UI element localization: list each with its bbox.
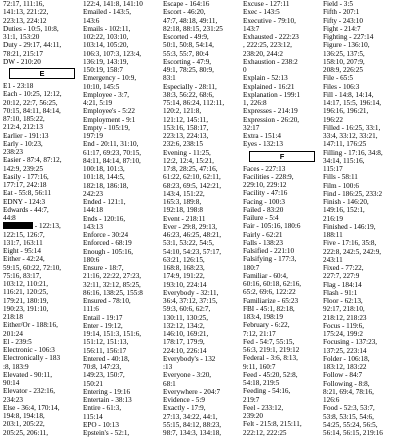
- index-entry-line: 9:11, 160:7: [243, 362, 276, 371]
- index-entry-line: Felt - 215:8, 215:11,: [243, 420, 302, 429]
- index-entry-line: Emergency - 10:9,: [83, 74, 137, 83]
- index-entry-line: Exhausted - 222:23: [243, 33, 299, 41]
- index-entry-line: Flag - 184:14: [323, 280, 362, 289]
- index-entry-line: Escorted - 49:9,: [163, 33, 209, 41]
- index-entry-line: 212:4, 212:13: [3, 123, 43, 132]
- index-entry-line: Explain - 52:13: [243, 74, 288, 83]
- index-entry-line: Facing - 100:3: [243, 197, 285, 206]
- index-entry-line: Fair - 105:16, 180:6: [243, 222, 301, 231]
- index-entry-line: Exhaustion - 238:2: [243, 57, 298, 66]
- index-entry-line: 178:17, 179:9,: [163, 338, 205, 347]
- index-entry-line: Facilities - 228:9,: [243, 172, 294, 181]
- index-entry-line: 141:13, 221:22,: [3, 8, 49, 17]
- index-entry-line: Employment - 9:1: [83, 115, 136, 124]
- index-entry-line: 21:16, 22:22, 27:23,: [83, 272, 142, 281]
- index-entry-line: Figure - 136:10,: [323, 41, 370, 50]
- index-entry-line: Fed - 54:7, 55:15,: [243, 337, 295, 346]
- index-entry-line: 75:14, 86:24, 112:11,: [163, 99, 225, 107]
- index-column-4: [240, 0, 320, 437]
- index-entry-line: Fill - 14:8, 14:14,: [323, 90, 374, 99]
- index-entry-line: 193:10, 224:14: [163, 280, 207, 289]
- index-entry-line: 55:3, 55:7, 80:4: [163, 49, 209, 58]
- index-entry-line: Emailed - 143:5,: [83, 8, 132, 17]
- index-entry-line: 149:23, 150:7,: [83, 371, 125, 380]
- index-entry-line: 238:20, 244:2: [243, 49, 283, 58]
- index-entry-line: Follow - 84:7: [323, 371, 363, 380]
- index-entry-line: Employee - 3:7,: [83, 90, 130, 99]
- index-entry-line: 56:3, 219:1, 219:12: [243, 346, 300, 354]
- index-entry-line: Evidence - 5:9: [163, 396, 205, 404]
- index-entry-line: 102:22, 103:10,: [83, 33, 129, 41]
- index-entry-line: Empty - 105:19,: [83, 123, 130, 132]
- index-entry-line: Fifth - 207:1: [323, 8, 360, 17]
- index-entry-line: 234:23: [3, 395, 23, 404]
- index-entry-line: Falsifying - 177:3,: [243, 255, 297, 264]
- index-entry-line: 196:16, 196:21,: [323, 107, 369, 116]
- index-entry-line: Electronically - 183: [3, 354, 61, 363]
- index-entry-line: 216:19: [323, 214, 343, 223]
- index-entry-line: 219:7: [243, 395, 260, 404]
- index-entry-line: 60:16, 60:18, 62:16,: [243, 280, 302, 288]
- index-entry-line: Employee's - 5:22: [83, 107, 135, 116]
- index-entry-line: 86:16, 138:25, 155:8: [83, 288, 143, 297]
- index-entry-line: 70:15, 84:11, 84:14,: [3, 106, 61, 115]
- index-entry-line: 153:16, 158:17,: [163, 123, 209, 132]
- index-entry-line: 239:20: [243, 412, 263, 420]
- index-entry-line: Either/Or - 188:16,: [3, 321, 58, 330]
- index-entry-line: 190:23, 191:10,: [3, 304, 49, 313]
- index-entry-line: Food - 52:3, 53:7,: [323, 404, 375, 413]
- index-entry-line: 203:1, 205:22,: [3, 420, 45, 429]
- index-entry-line: 84:11, 84:14, 87:10,: [83, 156, 141, 165]
- index-entry-line: February - 6:22,: [243, 321, 290, 330]
- index-entry-line: 1, 226:8: [243, 99, 267, 107]
- index-entry-line: 146:10, 169:21,: [163, 330, 209, 338]
- index-entry-line: Enforce - 30:24: [83, 231, 129, 239]
- index-entry-line: Everyone - 3:20,: [163, 371, 212, 380]
- index-entry-line: 56:14, 56:15, 219:16: [323, 429, 383, 437]
- index-entry-line: 46:23, 46:25, 48:21,: [163, 231, 222, 239]
- index-entry-line: 82:18, 88:15, 231:25: [163, 24, 223, 33]
- index-entry-line: 55:15, 84:12, 88:23,: [163, 420, 222, 429]
- index-entry-line: El - 239:5: [3, 337, 32, 346]
- index-entry-line: Find - 186:25, 233:2: [323, 189, 383, 198]
- index-entry-line: Filled - 16:25, 33:1,: [323, 123, 381, 132]
- index-entry-line: Early - 10:23,: [3, 139, 43, 148]
- index-entry-line: Explained - 16:21: [243, 82, 295, 91]
- index-entry-line: 101:18, 144:5,: [83, 173, 125, 182]
- index-entry-line: Ended - 121:1,: [83, 198, 126, 206]
- index-entry-line: 143:7: [243, 24, 260, 33]
- index-entry-line: 147:11, 176:25: [323, 140, 367, 149]
- index-entry-line: DW - 210:20: [3, 57, 41, 66]
- index-entry-line: 175:24, 199:2: [323, 330, 363, 338]
- index-entry-line: Familiarize - 65:23: [243, 296, 299, 305]
- index-entry-line: 218:12, 218:23: [323, 313, 367, 322]
- index-entry-line: 131:7, 163:11: [3, 238, 43, 247]
- index-entry-line: 90:14: [3, 379, 20, 387]
- index-entry-line: 242:23: [83, 189, 103, 198]
- index-entry-line: Epstein's - 52:1,: [83, 429, 130, 437]
- index-entry-line: 142:9, 239:25: [3, 164, 43, 173]
- section-letter-header: F: [249, 151, 315, 162]
- index-entry-line: 224:10, 226:14: [163, 346, 207, 355]
- index-entry-line: 38:3, 56:22, 68:6,: [163, 90, 214, 99]
- index-entry-line: 183:12, 183:22: [323, 363, 367, 371]
- index-entry-line: Exactly - 17:9,: [163, 404, 206, 413]
- index-entry-line: , 222:25, 223:12,: [243, 41, 292, 50]
- index-entry-line: 136:25, 137:5,: [323, 49, 365, 58]
- index-entry-line: Expresses - 214:19: [243, 107, 298, 116]
- index-column-2: [80, 0, 160, 437]
- index-entry-line: 83:1: [163, 74, 176, 83]
- index-entry-line: Escort - 46:20,: [163, 8, 206, 17]
- index-entry-line: Emails - 102:11,: [83, 24, 131, 33]
- index-column-1: [0, 0, 80, 437]
- index-entry-line: 31:1, 153:20: [3, 33, 40, 41]
- index-entry-line: Evening - 11:25,: [163, 148, 211, 157]
- index-entry-line: 59:15, 60:22, 72:10,: [3, 263, 62, 272]
- index-entry-line: 222:8, 242:5, 242:9,: [323, 247, 382, 256]
- index-entry-line: 63:21, 126:15,: [163, 255, 205, 264]
- index-entry-line: Elevated - 90:11,: [3, 370, 53, 379]
- index-entry-line: 100:18, 101:3,: [83, 165, 125, 173]
- index-entry-line: Entire - 61:3,: [83, 404, 122, 413]
- index-entry-line: Especially - 28:11,: [163, 82, 217, 91]
- index-entry-line: 179:21, 180:19,: [3, 296, 49, 305]
- index-entry-line: 103:12, 110:21,: [3, 280, 49, 288]
- index-entry-line: Fairly - 62:21: [243, 230, 283, 239]
- index-entry-line: 111:6: [83, 305, 99, 314]
- index-entry-line: 59:3, 60:6, 62:7,: [163, 305, 211, 314]
- index-entry-line: Escorting - 47:9,: [163, 57, 212, 66]
- index-entry-line: EDNY - 124:3: [3, 197, 46, 206]
- index-entry-line: Focusing - 137:23,: [323, 338, 378, 347]
- index-entry-line: 192:18, 198:8: [163, 206, 203, 215]
- index-entry-line: 136:19, 143:19,: [83, 57, 129, 66]
- index-entry-line: Folder - 106:18,: [323, 354, 370, 363]
- index-entry-line: 68:23, 69:5, 142:21,: [163, 181, 222, 190]
- index-entry-line: 188:11: [323, 231, 343, 239]
- index-entry-line: 201:24: [3, 329, 23, 338]
- index-entry-line: Finish - 146:20,: [323, 198, 369, 206]
- index-column-5: [320, 0, 400, 437]
- redaction-block: [3, 222, 33, 229]
- index-entry-line: 238:23: [3, 148, 23, 156]
- index-entry-line: Executive - 79:10,: [243, 16, 296, 25]
- index-entry-line: 78:21, 215:17: [3, 49, 43, 58]
- index-entry-line: 180:7: [243, 263, 260, 272]
- index-entry-line: Elevator - 232:16,: [3, 387, 56, 396]
- index-entry-line: Electronic - 106:3: [3, 346, 55, 354]
- index-entry-line: Either - 42:24,: [3, 255, 45, 264]
- index-entry-line: Focus - 119:6,: [323, 321, 365, 330]
- index-entry-line: Escape - 164:16: [163, 0, 210, 8]
- index-entry-line: Duties - 10:5, 10:8,: [3, 24, 59, 33]
- index-entry-line: Falsified - 221:10: [243, 247, 295, 255]
- index-entry-line: 143:13: [83, 222, 103, 231]
- index-entry-line: 208:9, 226:25: [323, 66, 363, 74]
- index-entry-line: 132:12, 134:2,: [163, 321, 205, 330]
- index-entry-line: 98:7, 134:3, 134:18,: [163, 429, 222, 437]
- index-entry-line: Flash - 91:1: [323, 288, 358, 297]
- index-entry-line: Failure - 5:4: [243, 214, 279, 222]
- index-entry-line: 222:12, 222:25: [243, 428, 287, 437]
- index-entry-line: 61:22, 62:10, 62:11,: [163, 173, 221, 182]
- index-entry-line: 72:17, 111:16,: [3, 0, 45, 8]
- index-entry-line: 53:8, 53:15, 54:6,: [323, 412, 374, 421]
- index-column-3: [160, 0, 240, 437]
- index-entry-line: 106:3, 107:3, 123:4,: [83, 49, 142, 58]
- index-entry-line: Everybody's - 132: [163, 354, 216, 363]
- index-entry-line: 122:4, 141:8, 141:10: [83, 0, 143, 8]
- index-entry-line: Eyes - 132:13: [243, 140, 283, 149]
- index-entry-line: FBI - 45:1, 82:18,: [243, 304, 295, 313]
- index-entry-line: Facility - 47:16: [243, 189, 288, 198]
- index-entry-line: 151:12, 151:13,: [83, 338, 129, 347]
- index-entry-line: 17:8, 28:25, 47:16,: [163, 165, 218, 173]
- index-entry-line: Edwards - 44:7,: [3, 205, 49, 214]
- index-entry-line: 126:6: [323, 396, 340, 404]
- index-entry-line: 4:21, 5:19: [83, 99, 113, 107]
- index-entry-line: 182:18, 186:18,: [83, 181, 129, 190]
- index-entry-line: 116:21, 120:25,: [3, 288, 49, 297]
- index-entry-line: 196:22: [323, 115, 343, 124]
- index-entry-line: Entail - 19:17: [83, 313, 123, 322]
- index-entry-line: [3, 222, 79, 230]
- index-entry-line: 223:13, 224:12: [3, 16, 47, 25]
- index-entry-line: Files - 106:3: [323, 82, 360, 91]
- index-entry-line: 177:17, 242:18: [3, 181, 47, 189]
- index-entry-line: Federal - 3:6, 8:13,: [243, 354, 298, 363]
- index-entry-line: Easier - 87:4, 87:12,: [3, 156, 62, 165]
- index-entry-line: 150:19, 158:7: [83, 66, 123, 74]
- section-letter-header: E: [9, 68, 75, 79]
- index-entry-line: 165:3, 189:8,: [163, 198, 202, 206]
- index-entry-line: Floor - 62:13,: [323, 297, 363, 305]
- index-entry-line: 36:4, 37:12, 37:15,: [163, 297, 218, 305]
- index-entry-line: Excuse - 127:11: [243, 0, 290, 8]
- index-entry-line: 32:17: [243, 123, 260, 132]
- index-entry-line: 137:25, 223:14: [323, 346, 367, 355]
- index-entry-line: 115:17: [323, 165, 343, 173]
- index-entry-line: Entering - 19:16: [83, 387, 131, 396]
- index-entry-line: 120:2, 121:8,: [163, 107, 202, 116]
- index-entry-line: 130:11, 130:25,: [163, 313, 209, 322]
- index-entry-line: Eight - 95:14: [3, 247, 41, 255]
- index-entry-line: 197:19: [83, 132, 103, 140]
- index-entry-text: - 122:13,: [33, 222, 61, 231]
- index-entry-line: Everywhere - 204:7: [163, 387, 221, 396]
- index-entry-line: Event - 218:11: [163, 214, 206, 223]
- index-entry-line: 143:4, 151:22,: [163, 189, 205, 198]
- index-entry-line: Fighting - 227:14: [323, 33, 374, 41]
- index-entry-line: 194:8, 194:18,: [3, 412, 45, 420]
- index-entry-line: 143:6: [83, 16, 100, 25]
- index-entry-line: 7:12, 21:17: [243, 329, 276, 338]
- index-entry-line: Fixed - 77:22,: [323, 264, 364, 272]
- index-entry-line: Familiar - 60:4,: [243, 271, 288, 280]
- index-entry-line: Earlier - 191:13: [3, 131, 49, 140]
- index-entry-line: Each - 10:25, 12:12,: [3, 90, 62, 99]
- index-entry-line: Filling - 17:16, 34:8,: [323, 148, 383, 157]
- index-entry-line: E1 - 23:18: [3, 82, 34, 90]
- index-entry-line: 70:8, 147:23,: [83, 363, 122, 371]
- index-entry-line: 121:12, 145:11,: [163, 115, 209, 124]
- index-entry-line: 53:1, 53:22, 54:5,: [163, 239, 214, 248]
- index-entry-line: 223:13, 224:13,: [163, 132, 209, 140]
- index-entry-line: 156:11, 156:17: [83, 346, 127, 355]
- index-entry-line: 92:17, 218:10,: [323, 305, 365, 314]
- index-entry-line: 33:4, 33:12, 33:21,: [323, 132, 378, 140]
- index-entry-line: Everybody - 32:11,: [163, 288, 219, 297]
- index-entry-line: 54:10, 54:23, 57:17,: [163, 247, 222, 256]
- index-entry-line: Five - 17:16, 35:8,: [323, 239, 377, 248]
- index-entry-line: 115:14: [83, 412, 103, 421]
- index-entry-line: File - 65:5: [323, 74, 353, 83]
- index-entry-line: 232:6, 238:15: [163, 140, 203, 149]
- index-entry-line: Enforced - 68:19: [83, 239, 132, 248]
- index-entry-line: 243:11: [323, 255, 343, 264]
- index-entry-line: 44:8: [3, 214, 16, 222]
- index-entry-line: 10:10, 145:5: [83, 82, 120, 91]
- index-entry-line: Finished - 146:19,: [323, 222, 376, 231]
- index-entry-line: 49:1, 78:25, 80:9,: [163, 66, 214, 74]
- index-entry-line: Enough - 105:16,: [83, 247, 134, 256]
- index-entry-line: 27:13, 34:22, 44:1,: [163, 412, 218, 421]
- index-entry-line: Ensure - 18:7,: [83, 264, 124, 272]
- index-entry-line: 54:18, 219:5: [243, 379, 280, 387]
- index-entry-line: Ensured - 78:10,: [83, 297, 131, 305]
- index-entry-line: 75:16, 83:17,: [3, 271, 42, 280]
- index-entry-line: 183:4, 198:19: [243, 313, 283, 321]
- index-entry-line: 150:21: [83, 379, 103, 388]
- index-entry-line: 61:17, 69:23, 70:15,: [83, 148, 142, 157]
- index-entry-line: 180:6: [83, 255, 100, 264]
- index-entry-line: Extra - 151:4: [243, 132, 281, 140]
- index-entry-line: 149:16, 152:1,: [323, 206, 365, 215]
- index-entry-line: :13: [163, 363, 173, 371]
- index-entry-line: Eat - 55:8, 56:11: [3, 189, 52, 198]
- index-entry-line: Falls - 138:23: [243, 238, 283, 247]
- index-entry-line: 144:18: [83, 206, 103, 215]
- index-entry-line: Fight - 214:7: [323, 24, 361, 33]
- index-entry-line: 47:7, 48:18, 49:11,: [163, 16, 218, 25]
- index-entry-line: Expression - 26:20,: [243, 115, 300, 124]
- index-entry-line: Field - 3:5: [323, 0, 353, 8]
- index-entry-line: 87:10, 185:22,: [3, 115, 45, 123]
- index-entry-line: 205:25, 206:11,: [3, 428, 49, 437]
- index-entry-line: Failed - 83:20: [243, 205, 284, 214]
- index-entry-line: 65:2, 69:6, 122:22: [243, 288, 296, 297]
- index-entry-line: Fifty - 243:10: [323, 16, 363, 25]
- index-entry-line: 50:1, 50:8, 54:14,: [163, 41, 214, 50]
- index-entry-line: 174:9, 191:22,: [163, 272, 205, 281]
- index-entry-line: 168:8, 168:23,: [163, 264, 205, 272]
- index-entry-line: 8:21, 69:4, 78:16,: [323, 387, 374, 396]
- index-entry-line: Duty - 29:17, 44:11,: [3, 41, 62, 50]
- index-entry-line: 218:18: [3, 313, 23, 321]
- index-entry-line: 34:14, 115:16,: [323, 156, 365, 165]
- index-entry-line: Ends - 120:16,: [83, 214, 126, 223]
- index-entry-line: 20:12, 22:7, 56:25,: [3, 98, 58, 107]
- index-entry-line: Fills - 58:11: [323, 173, 358, 182]
- index-entry-line: Following - 8:8,: [323, 379, 370, 388]
- index-entry-line: 0: [243, 66, 247, 74]
- index-entry-line: Entertain - 38:13: [83, 396, 132, 404]
- index-entry-line: Easily - 177:16,: [3, 172, 49, 181]
- index-entry-line: Enter - 19:12,: [83, 321, 123, 330]
- index-entry-line: 14:17, 15:5, 196:14,: [323, 99, 382, 107]
- index-entry-line: :8, 183:9: [3, 362, 29, 371]
- index-entry-line: Else - 36:4, 170:14,: [3, 403, 60, 412]
- index-entry-line: 229:10, 229:12: [243, 181, 287, 189]
- index-entry-line: 227:7, 227:9: [323, 272, 360, 281]
- index-entry-line: 103:14, 105:20,: [83, 41, 129, 50]
- index-entry-line: Explanation - 199:1: [243, 90, 301, 99]
- index-entry-line: Feed - 45:20, 52:8,: [243, 370, 298, 379]
- index-entry-line: 32:11, 32:12, 85:25,: [83, 280, 141, 289]
- index-entry-line: Faces - 227:13: [243, 164, 286, 173]
- index-entry-line: Film - 100:6: [323, 181, 359, 190]
- index-entry-line: Feel - 233:12,: [243, 403, 284, 412]
- index-entry-line: 19:14, 151:3, 151:6,: [83, 330, 142, 338]
- index-entry-line: Feeding - 54:16,: [243, 387, 291, 396]
- index-entry-line: 158:10, 207:9,: [323, 57, 365, 66]
- index-entry-line: End - 20:11, 31:10,: [83, 140, 139, 149]
- index-entry-line: Ever - 29:8, 29:13,: [163, 222, 218, 231]
- index-entry-line: 122:15, 126:7,: [3, 230, 45, 239]
- index-entry-line: 68:1: [163, 379, 176, 388]
- index-entry-line: Entered - 40:18,: [83, 354, 130, 363]
- index-entry-line: Exec - 143:5: [243, 8, 280, 17]
- index-entry-line: 54:25, 55:24, 56:5,: [323, 420, 378, 429]
- index-entry-line: EPO - 10:13: [83, 420, 119, 429]
- index-entry-line: 12:2, 12:4, 15:21,: [163, 156, 214, 165]
